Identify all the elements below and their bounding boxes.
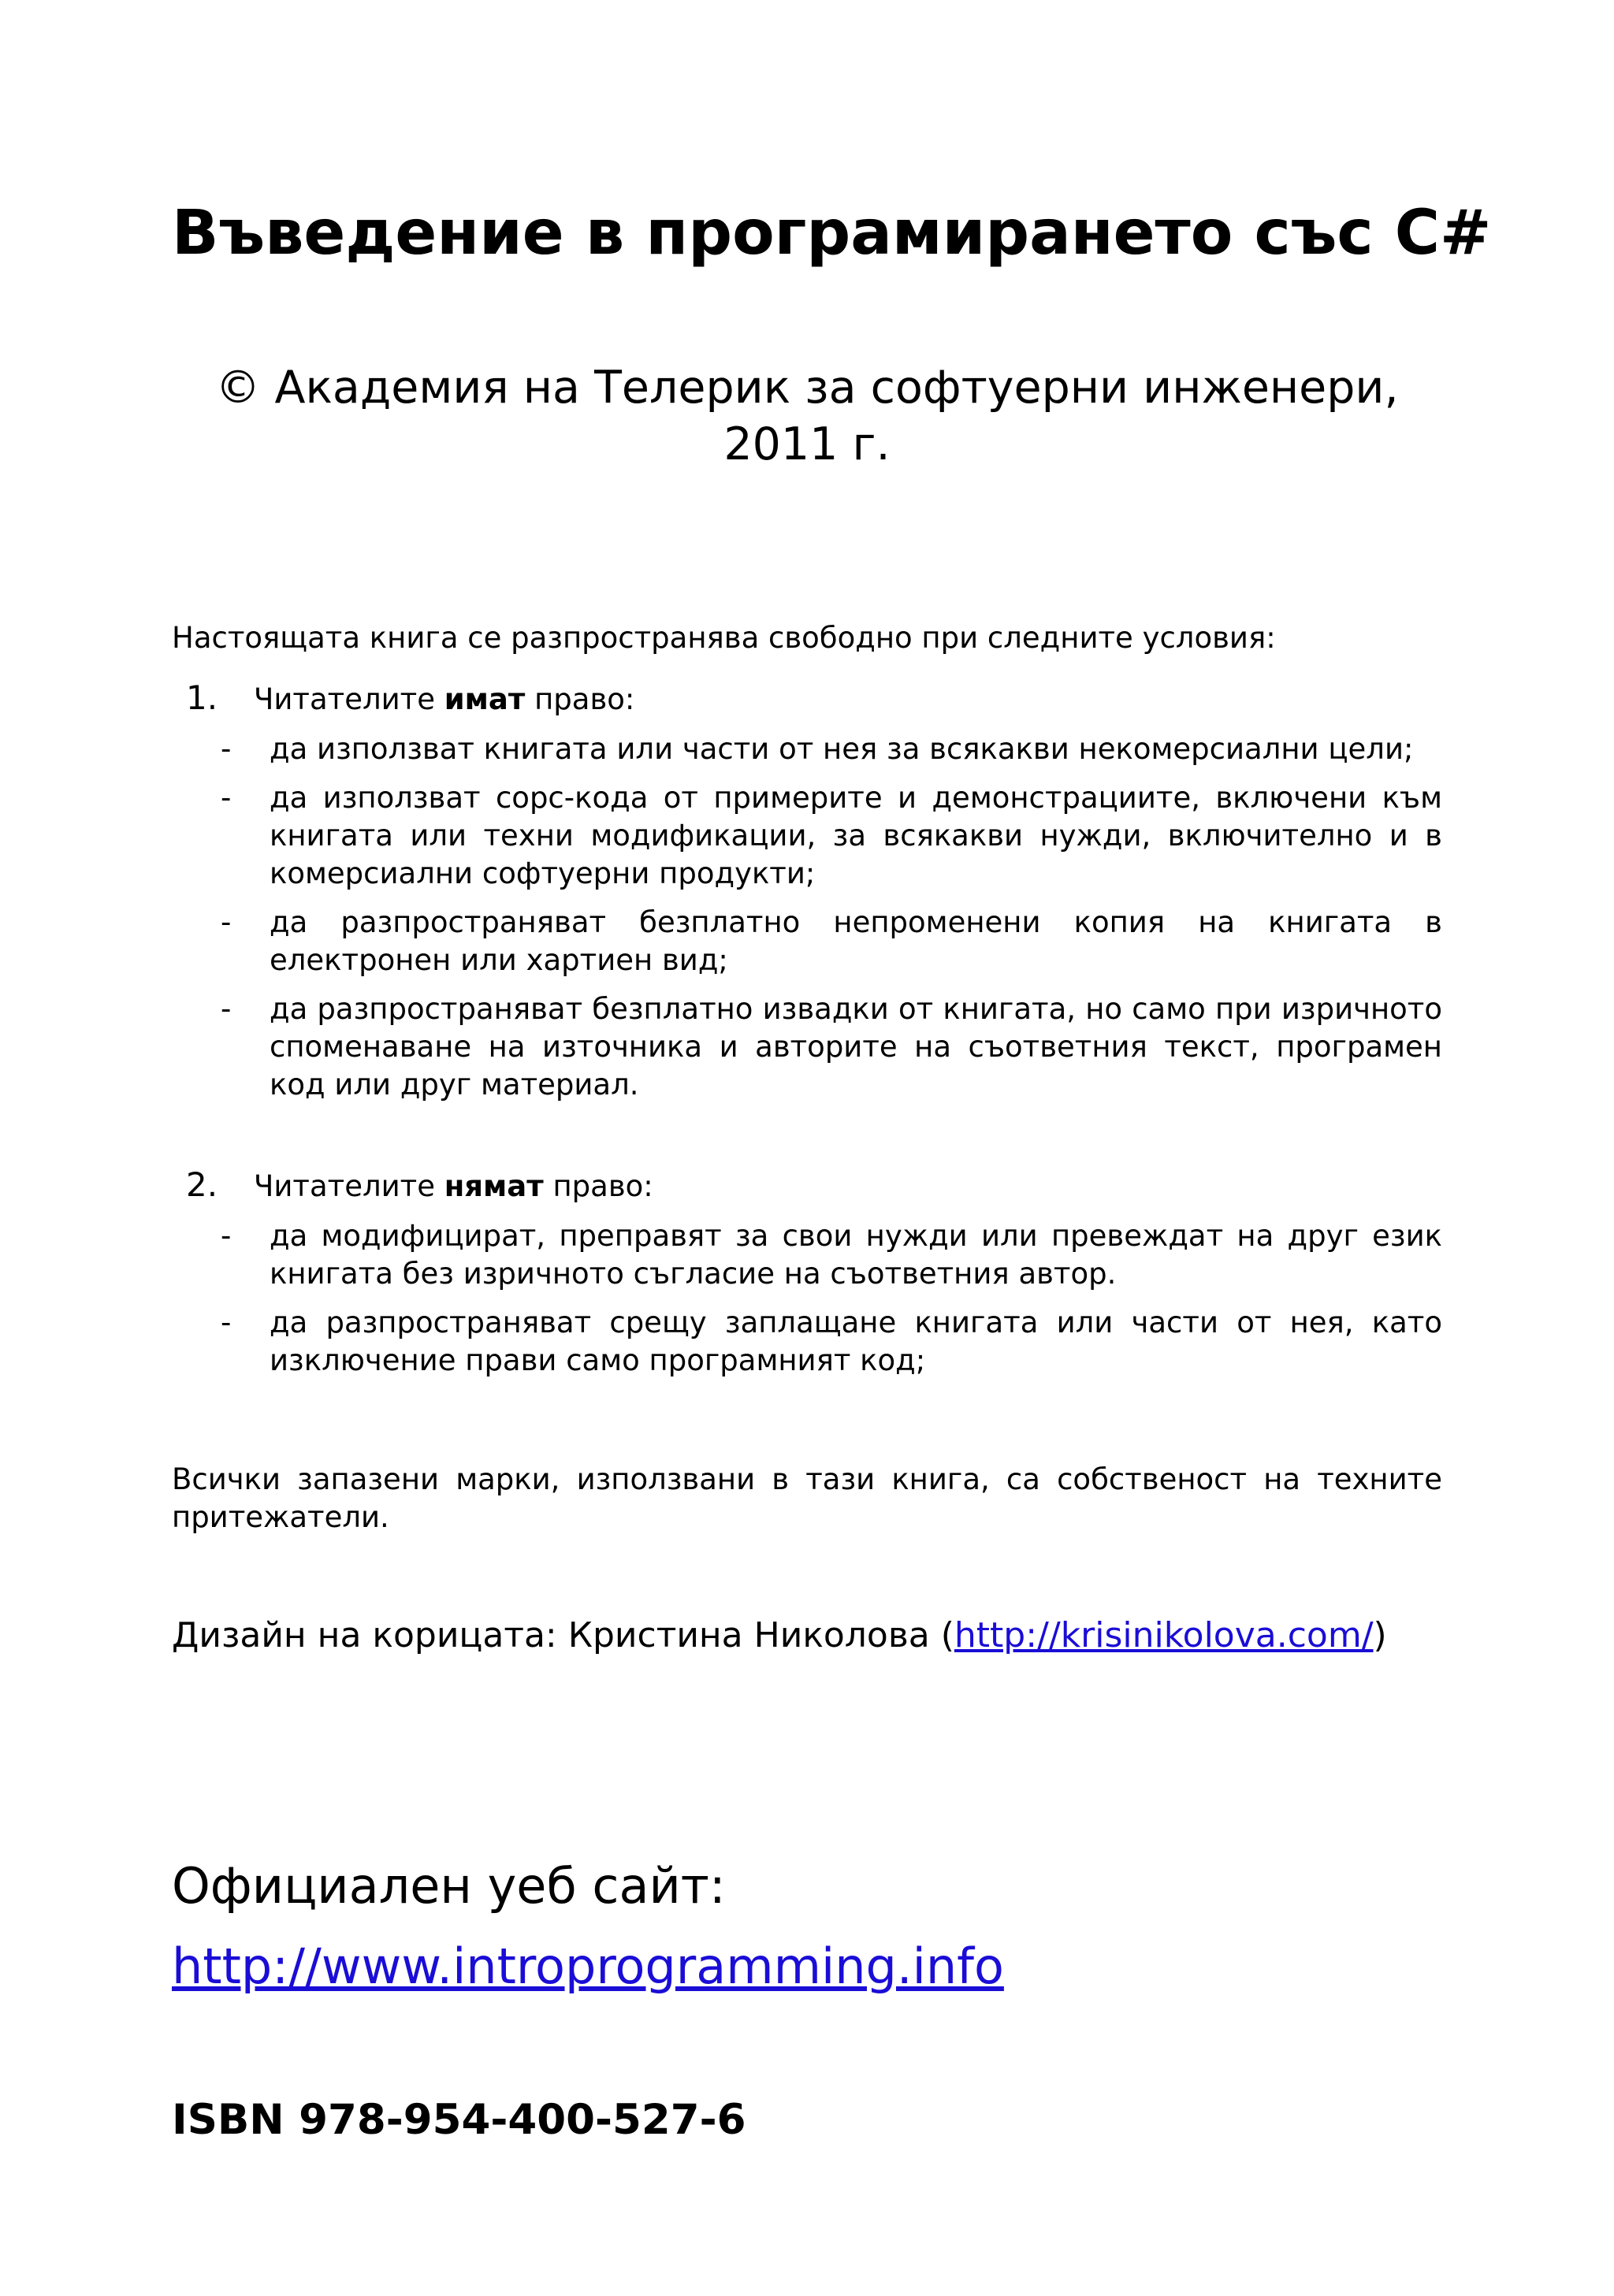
section-1-list [213,730,1442,1115]
list-item-text: да разпространяват срещу заплащане книгата или части от нея, като изключение прави само програмният код; [270,1306,1442,1377]
section-1-bold: имат [444,682,526,716]
list-item [213,779,1442,893]
designer-website-link[interactable]: http://krisinikolova.com/ [954,1615,1374,1655]
bullet-dash: - [221,905,232,939]
list-item [213,904,1442,979]
section-2-number: 2. [186,1165,218,1204]
list-item [213,1304,1442,1380]
official-site-link[interactable]: http://www.introprogramming.info [172,1937,1004,1995]
isbn-number: ISBN 978-954-400-527-6 [172,2096,746,2144]
book-title: Въведение в програмирането със C# [172,198,1492,269]
license-intro: Настоящата книга се разпространява свободно при следните условия: [172,621,1276,655]
copyright-line-2: 2011 г. [723,418,891,470]
list-item-text: да модифицират, преправят за свои нужди или превеждат на друг език книгата без изричното съгласие на съответния автор. [270,1219,1442,1291]
list-item [213,1217,1442,1293]
official-site-label: Официален уеб сайт: [172,1857,726,1915]
section-1-prefix: Читателите [254,682,444,716]
design-credit-close: ) [1373,1615,1387,1655]
section-2-prefix: Читателите [254,1169,444,1203]
section-2-heading [186,1166,1442,1206]
list-item-text: да използват книгата или части от нея за всякакви некомерсиални цели; [270,732,1414,766]
section-1-heading [186,679,1442,719]
bullet-dash: - [221,1306,232,1339]
official-site-section [172,1935,1442,1998]
list-item [213,730,1442,768]
cover-design-credit [172,1614,1442,1658]
copyright-notice [172,359,1442,473]
trademarks-notice: Всички запазени марки, използвани в тази книга, са собственост на техните притежатели. [172,1462,1442,1534]
section-1-number: 1. [186,678,218,717]
section-1-suffix: право: [525,682,635,716]
bullet-dash: - [221,732,232,766]
list-item [213,990,1442,1104]
list-item-text: да разпространяват безплатно непроменени копия на книгата в електронен или хартиен вид; [270,905,1442,977]
design-credit-text: Дизайн на корицата: Кристина Николова ( [172,1615,954,1655]
bullet-dash: - [221,1219,232,1253]
copyright-line-1: © Академия на Телерик за софтуерни инженери, [215,362,1399,414]
section-2-list [213,1217,1442,1391]
section-2-suffix: право: [543,1169,653,1203]
list-item-text: да разпространяват безплатно извадки от книгата, но само при изричното споменаване на източника и авторите на съответния текст, програмен код или друг материал. [270,992,1442,1102]
bullet-dash: - [221,992,232,1026]
list-item-text: да използват сорс-кода от примерите и демонстрациите, включени към книгата или техни модификации, за всякакви нужди, включително и в комерсиални софтуерни продукти; [270,781,1442,890]
bullet-dash: - [221,781,232,815]
section-2-bold: нямат [444,1169,544,1203]
